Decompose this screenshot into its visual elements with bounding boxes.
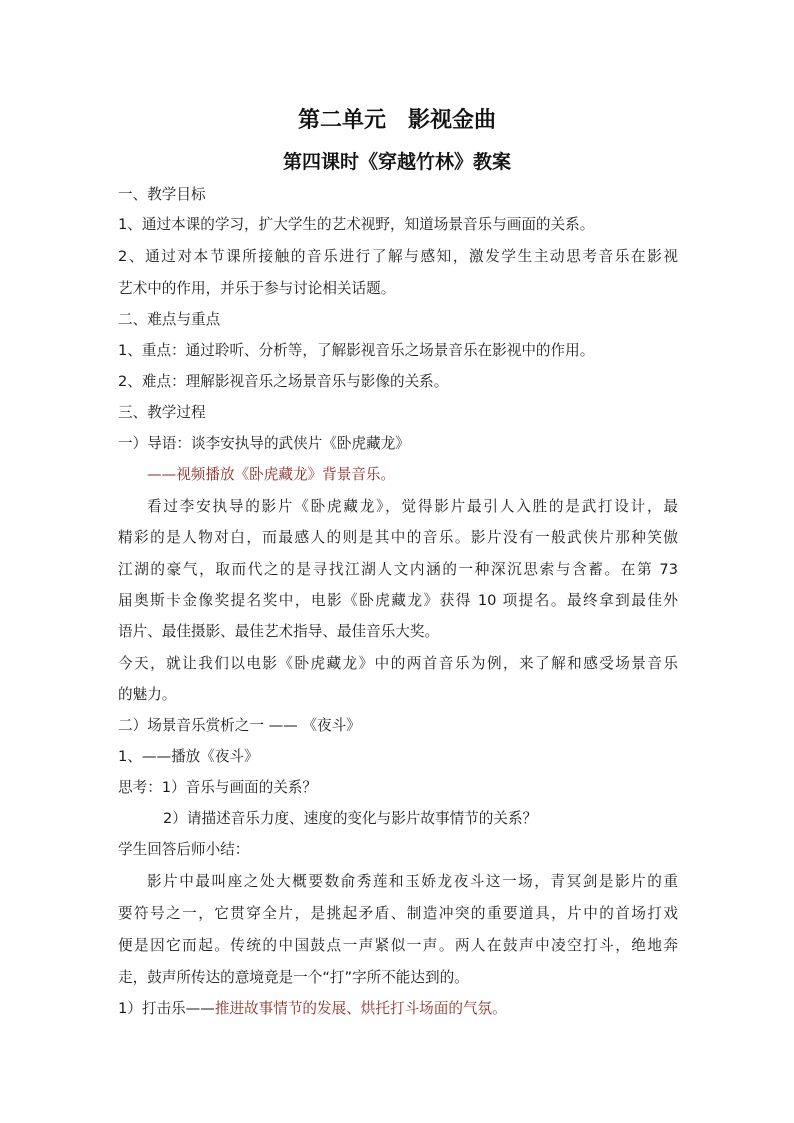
percussion-label: 1）打击乐——: [118, 1000, 215, 1017]
think-1: 思考：1）音乐与画面的关系？: [118, 779, 318, 796]
objective-2-line1: 2、通过对本节课所接触的音乐进行了解与感知，激发学生主动思考音乐在影视: [118, 248, 678, 265]
today-line1: 今天，就让我们以电影《卧虎藏龙》中的两首音乐为例，来了解和感受场景音乐: [118, 655, 678, 672]
difficult-point: 2、难点：理解影视音乐之场景音乐与影像的关系。: [118, 373, 449, 390]
key-point: 1、重点：通过聆听、分析等，了解影视音乐之场景音乐在影视中的作用。: [118, 342, 595, 359]
intro-para-line1: 看过李安执导的影片《卧虎藏龙》，觉得影片最引人入胜的是武打设计，最: [147, 498, 678, 515]
difficulty-heading: 二、难点与重点: [118, 311, 221, 328]
objective-2-line2: 艺术中的作用，并乐于参与讨论相关话题。: [118, 280, 396, 297]
summary-line3: 便是因它而起。传统的中国鼓点一声紧似一声。两人在鼓声中凌空打斗，绝地奔: [118, 937, 678, 954]
process-heading: 三、教学过程: [118, 404, 206, 421]
play-item: 1、——播放《夜斗》: [118, 748, 259, 765]
unit-title: 第二单元 影视金曲: [297, 107, 496, 133]
percussion-text: 推进故事情节的发展、烘托打斗场面的气氛。: [214, 1000, 507, 1017]
video-note: ——视频播放《卧虎藏龙》背景音乐。: [147, 466, 396, 483]
scene-heading: 二）场景音乐赏析之一 —— 《夜斗》: [118, 717, 361, 734]
summary-line2: 要符号之一，它贯穿全片，是挑起矛盾、制造冲突的重要道具，片中的首场打戏: [118, 905, 678, 922]
intro-para-line5: 语片、最佳摄影、最佳艺术指导、最佳音乐大奖。: [118, 623, 440, 640]
intro-para-line3: 江湖的豪气，取而代之的是寻找江湖人文内涵的一种深沉思索与含蓄。在第 73: [118, 561, 678, 578]
percussion-item: [118, 999, 678, 1019]
intro-para-line2: 精彩的是人物对白，而最感人的则是其中的音乐。影片没有一般武侠片那种笑傲: [118, 529, 678, 546]
intro-para-line4: 届奥斯卡金像奖提名奖中，电影《卧虎藏龙》获得 10 项提名。最终拿到最佳外: [118, 592, 678, 609]
summary-intro: 学生回答后师小结：: [118, 841, 250, 858]
today-line2: 的魅力。: [118, 686, 177, 703]
objective-1: 1、通过本课的学习，扩大学生的艺术视野，知道场景音乐与画面的关系。: [118, 216, 595, 233]
lesson-title: 第四课时《穿越竹林》教案: [282, 151, 511, 173]
think-2: 2）请描述音乐力度、速度的变化与影片故事情节的关系？: [163, 810, 538, 827]
summary-line1: 影片中最叫座之处大概要数俞秀莲和玉娇龙夜斗这一场，青冥剑是影片的重: [147, 873, 678, 890]
intro-heading: 一）导语：谈李安执导的武侠片《卧虎藏龙》: [118, 435, 410, 452]
objectives-heading: 一、教学目标: [118, 186, 206, 203]
summary-line4: 走，鼓声所传达的意境竟是一个“打”字所不能达到的。: [118, 969, 469, 986]
